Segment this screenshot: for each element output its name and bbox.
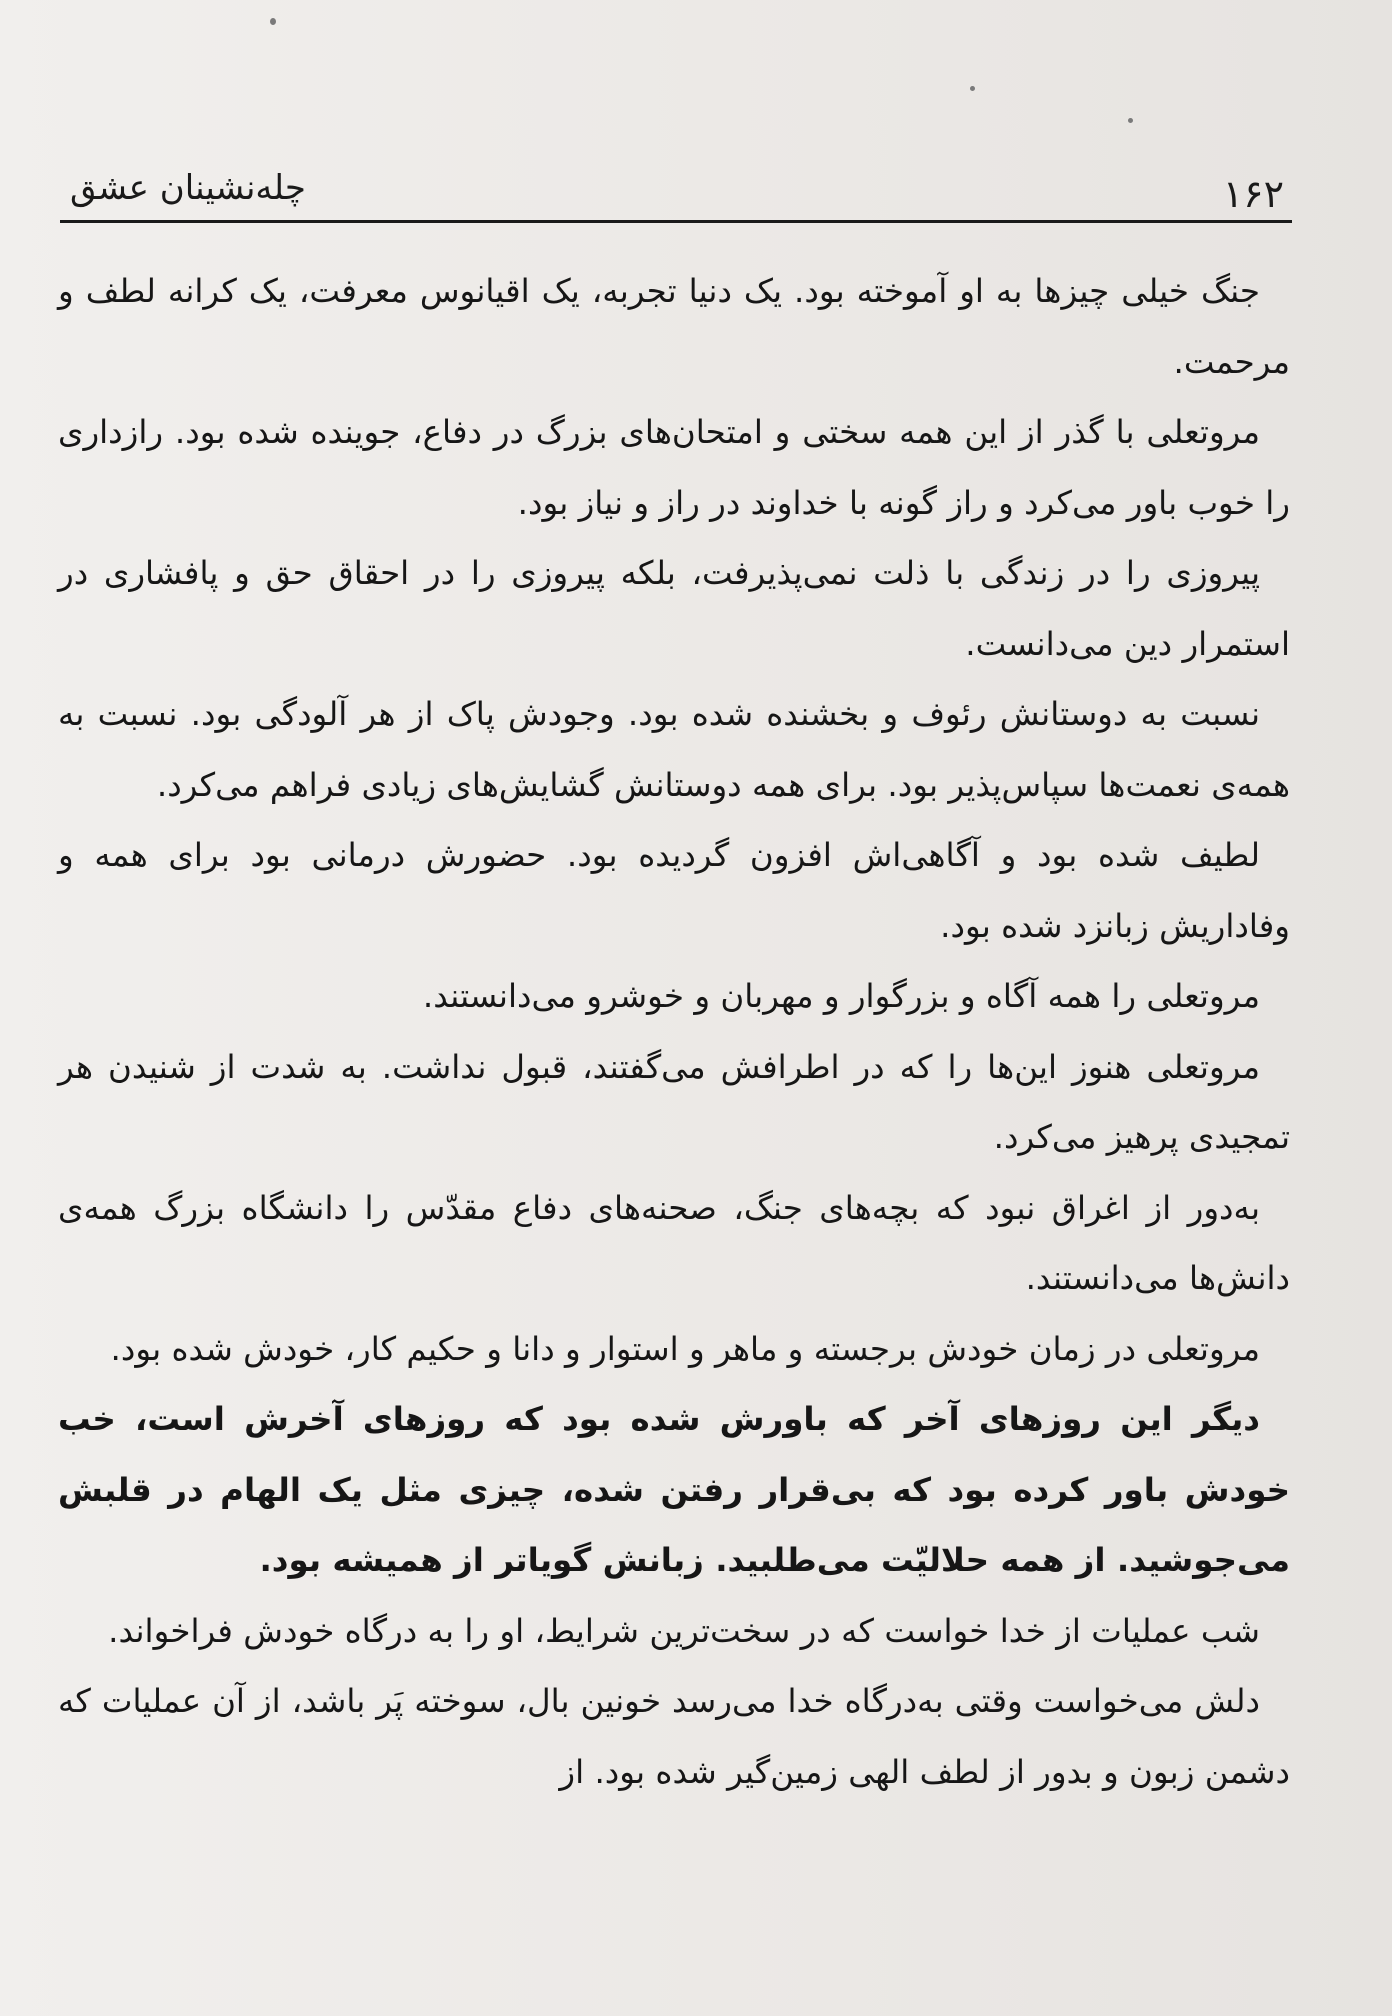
paragraph: لطیف شده بود و آگاهی‌اش افزون گردیده بود. حضورش درمانی بود برای همه و وفاداریش زبانزد شده بود. — [58, 836, 1290, 945]
paper-speck — [1128, 118, 1133, 123]
running-title: چله‌نشینان عشق — [70, 168, 306, 208]
paragraph: نسبت به دوستانش رئوف و بخشنده شده بود. وجودش پاک از هر آلودگی بود. نسبت به همه‌ی نعمت‌ها سپاس‌پذیر بود. برای همه دوستانش گشایش‌های زیادی فراهم می‌کرد. — [58, 695, 1290, 804]
page-number: ۱۶۲ — [1222, 172, 1284, 216]
paragraph: شب عملیات از خدا خواست که در سخت‌ترین شرایط، او را به درگاه خودش فراخواند. — [108, 1611, 1260, 1650]
paragraph: دلش می‌خواست وقتی به‌درگاه خدا می‌رسد خونین بال، سوخته پَر باشد، از آن عملیات که دشمن زبون و بدور از لطف الهی زمین‌گیر شده بود. از — [58, 1682, 1290, 1791]
paragraph: مروتعلی در زمان خودش برجسته و ماهر و استوار و دانا و حکیم کار، خودش شده بود. — [110, 1329, 1260, 1368]
paragraph: پیروزی را در زندگی با ذلت نمی‌پذیرفت، بلکه پیروزی را در احقاق حق و پافشاری در استمرار دین می‌دانست. — [58, 554, 1290, 663]
paragraph: به‌دور از اغراق نبود که بچه‌های جنگ، صحنه‌های دفاع مقدّس را دانشگاه بزرگ همه‌ی دانش‌ها می‌دانستند. — [58, 1188, 1290, 1297]
page-header — [60, 150, 1292, 223]
paper-speck — [270, 18, 276, 25]
paragraph-bold: دیگر این روزهای آخر که باورش شده بود که روزهای آخرش است، خب خودش باور کرده بود که بی‌قرار رفتن شده، چیزی مثل یک الهام در قلبش می‌جوشید. از همه حلالیّت می‌طلبید. زبانش گویاتر از همیشه بود. — [58, 1400, 1290, 1579]
paper-speck — [970, 86, 975, 91]
paragraph: جنگ خیلی چیزها به او آموخته بود. یک دنیا تجربه، یک اقیانوس معرفت، یک کرانه لطف و مرحمت. — [58, 272, 1290, 381]
paragraph: مروتعلی با گذر از این همه سختی و امتحان‌های بزرگ در دفاع، جوینده شده بود. رازداری را خوب باور می‌کرد و راز گونه با خداوند در راز و نیاز بود. — [58, 413, 1290, 522]
paragraph: مروتعلی هنوز این‌ها را که در اطرافش می‌گفتند، قبول نداشت. به شدت از شنیدن هر تمجیدی پرهیز می‌کرد. — [58, 1047, 1290, 1156]
paragraph: مروتعلی را همه آگاه و بزرگوار و مهربان و خوشرو می‌دانستند. — [422, 977, 1260, 1015]
body-text — [58, 256, 1290, 1807]
